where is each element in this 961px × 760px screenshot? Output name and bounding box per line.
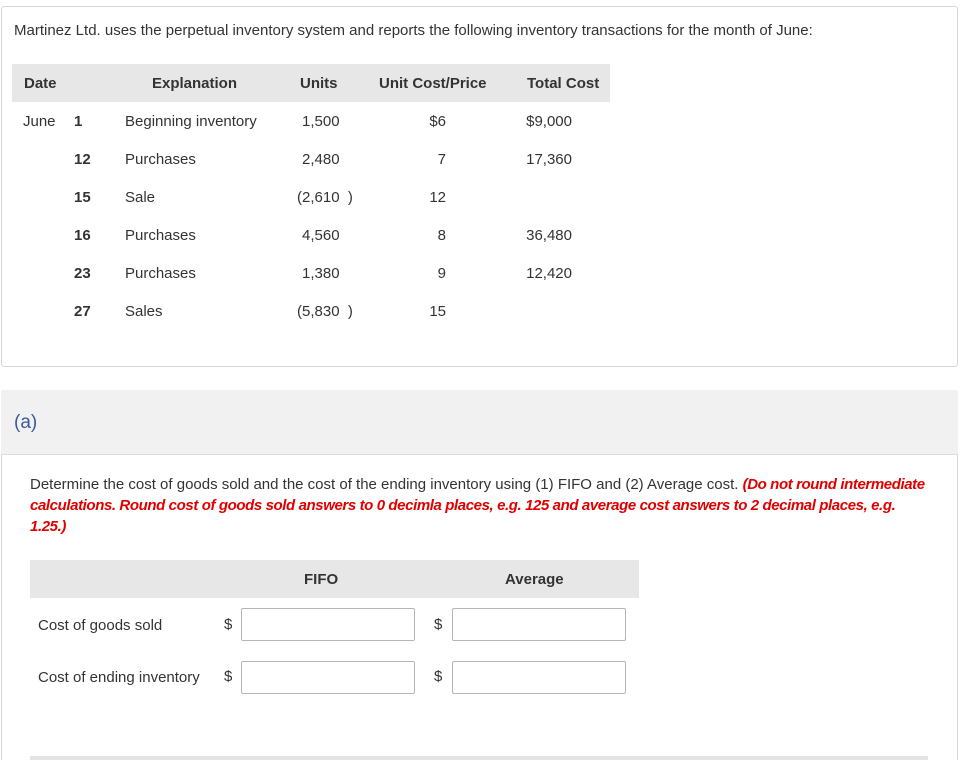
part-a-instructions xyxy=(30,474,935,537)
col-date: Date xyxy=(24,75,57,92)
currency-symbol: $ xyxy=(224,616,233,633)
row-unit-cost: 12 xyxy=(429,189,446,206)
currency-symbol: $ xyxy=(224,668,233,685)
row-total: $9,000 xyxy=(526,113,572,130)
row-units: (2,610 ) xyxy=(297,189,353,206)
row-explanation: Purchases xyxy=(125,227,196,244)
instruction-rounding-note: (Do not round intermediate calculations. Round cost of goods sold answers to 0 decimla places, e.g. 125 and average cost answers to 2 decimal places, e.g. 1.25.) xyxy=(30,476,925,535)
problem-intro: Martinez Ltd. uses the perpetual inventory system and reports the following inventory transactions for the month of June: xyxy=(14,22,813,39)
part-a-header xyxy=(1,390,958,455)
row-unit-cost: $6 xyxy=(429,113,446,130)
row-day: 1 xyxy=(74,113,83,130)
ending-inventory-fifo-input[interactable] xyxy=(241,661,415,694)
col-total-cost: Total Cost xyxy=(527,75,600,92)
row-explanation: Purchases xyxy=(125,265,196,282)
cogs-average-input[interactable] xyxy=(452,608,626,641)
currency-symbol: $ xyxy=(434,668,443,685)
row-explanation: Purchases xyxy=(125,151,196,168)
col-explanation: Explanation xyxy=(152,75,238,92)
cogs-label: Cost of goods sold xyxy=(38,617,163,634)
row-day: 16 xyxy=(74,227,91,244)
row-day: 12 xyxy=(74,151,91,168)
row-unit-cost: 15 xyxy=(429,303,446,320)
row-explanation: Sales xyxy=(125,303,163,320)
row-total: 17,360 xyxy=(526,151,572,168)
part-a-label: (a) xyxy=(14,412,38,433)
col-average: Average xyxy=(505,571,564,588)
row-day: 27 xyxy=(74,303,91,320)
row-units: (5,830 ) xyxy=(297,303,353,320)
col-units: Units xyxy=(300,75,338,92)
row-total: 12,420 xyxy=(526,265,572,282)
row-units: 2,480 xyxy=(302,151,340,168)
row-total: 36,480 xyxy=(526,227,572,244)
row-units: 4,560 xyxy=(302,227,340,244)
row-explanation: Sale xyxy=(125,189,156,206)
row-unit-cost: 9 xyxy=(437,265,446,282)
row-month: June xyxy=(23,113,56,130)
row-unit-cost: 8 xyxy=(437,227,446,244)
col-fifo: FIFO xyxy=(304,571,339,588)
row-explanation: Beginning inventory xyxy=(125,113,257,130)
divider xyxy=(30,756,928,760)
col-unit-cost: Unit Cost/Price xyxy=(379,75,487,92)
instruction-text: Determine the cost of goods sold and the cost of the ending inventory using (1) FIFO and (2) Average cost. xyxy=(30,476,739,493)
row-day: 23 xyxy=(74,265,91,282)
row-unit-cost: 7 xyxy=(437,151,446,168)
row-day: 15 xyxy=(74,189,91,206)
currency-symbol: $ xyxy=(434,616,443,633)
row-units: 1,380 xyxy=(302,265,340,282)
ending-inventory-label: Cost of ending inventory xyxy=(38,669,200,686)
row-units: 1,500 xyxy=(302,113,340,130)
cogs-fifo-input[interactable] xyxy=(241,608,415,641)
ending-inventory-average-input[interactable] xyxy=(452,661,626,694)
